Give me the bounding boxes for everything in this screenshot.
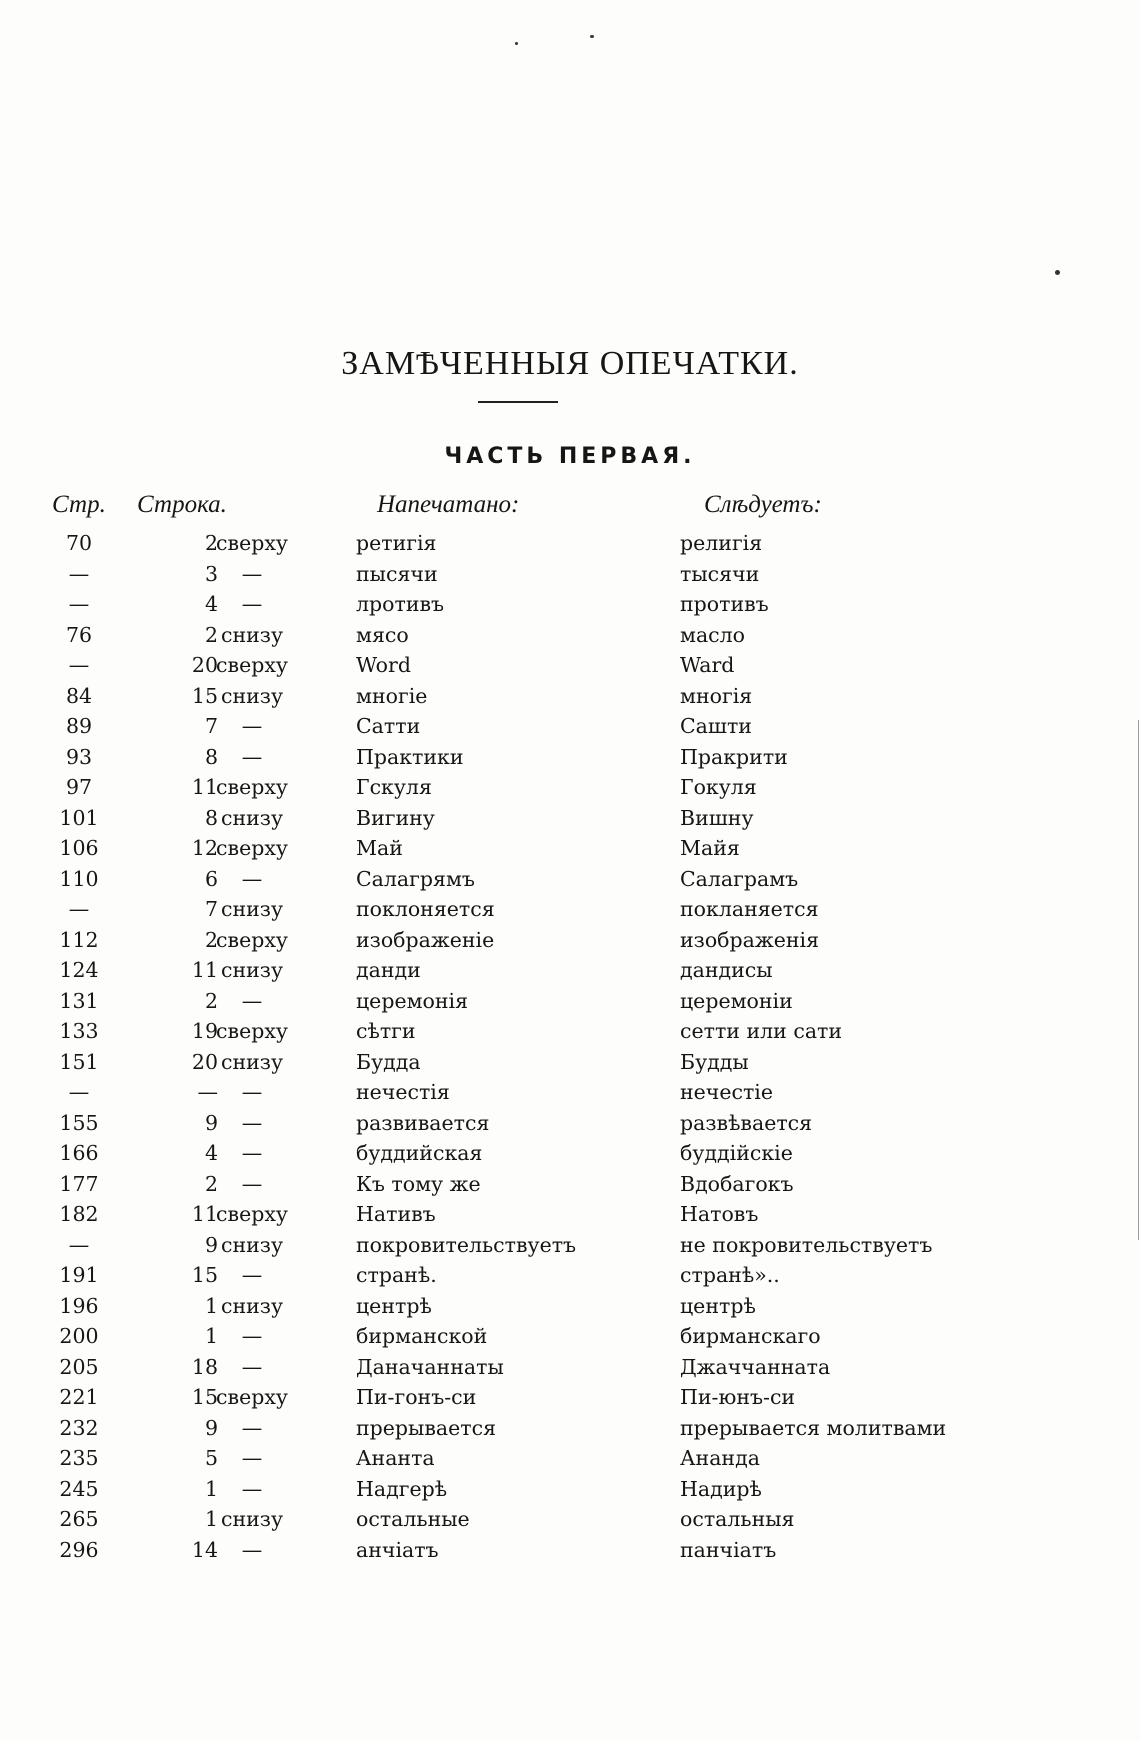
print-speck <box>590 35 594 38</box>
print-speck <box>515 42 518 45</box>
corrected-text-cell: Гокуля <box>680 775 757 799</box>
line-position-cell: — <box>241 1537 263 1562</box>
corrected-text-cell: Натовъ <box>680 1202 759 1226</box>
page-number-cell: 221 <box>59 1385 99 1409</box>
printed-text-cell: бирманской <box>356 1324 488 1348</box>
page-number-cell: 124 <box>59 958 99 982</box>
column-header-page: Стр. <box>52 491 106 518</box>
line-position-cell: — <box>241 1324 263 1348</box>
page-number-cell: 70 <box>65 531 93 555</box>
line-position-cell: сверху <box>216 836 288 860</box>
line-number-cell: 15 <box>191 1385 218 1409</box>
corrected-text-cell: противъ <box>680 592 769 616</box>
line-number-cell: 20 <box>191 653 218 677</box>
page-number-cell: 177 <box>59 1171 99 1196</box>
line-position-cell: — <box>241 1415 263 1440</box>
line-number-cell: 11 <box>191 958 218 982</box>
table-row <box>0 589 1140 620</box>
printed-text-cell: Будда <box>356 1049 421 1074</box>
line-position-cell: сверху <box>216 1202 288 1226</box>
corrected-text-cell: прерывается молитвами <box>680 1415 947 1440</box>
printed-text-cell: центрѣ <box>356 1293 432 1318</box>
table-row <box>0 742 1140 773</box>
page-number-cell: 101 <box>59 805 99 830</box>
corrected-text-cell: Вдобагокъ <box>680 1171 794 1196</box>
table-row <box>0 772 1140 803</box>
line-position-cell: снизу <box>220 805 284 830</box>
line-number-cell: 2 <box>204 927 218 952</box>
printed-text-cell: Надгерѣ <box>356 1476 448 1501</box>
corrected-text-cell: Надирѣ <box>680 1476 762 1501</box>
page-number-cell: — <box>68 561 90 586</box>
printed-text-cell: прерывается <box>356 1415 497 1440</box>
line-position-cell: — <box>241 866 263 891</box>
page-number-cell: — <box>68 897 90 921</box>
corrected-text-cell: Ward <box>680 653 735 677</box>
line-position-cell: снизу <box>220 1507 284 1531</box>
corrected-text-cell: Салаграмъ <box>680 866 799 891</box>
table-row <box>0 1169 1140 1200</box>
line-position-cell: — <box>241 1110 263 1135</box>
line-number-cell: 11 <box>191 1202 218 1226</box>
page-number-cell: 166 <box>59 1141 99 1165</box>
title-divider <box>478 401 558 403</box>
line-position-cell: — <box>241 1263 263 1287</box>
column-header-printed: Напечатано: <box>377 491 520 518</box>
page-number-cell: 296 <box>59 1537 99 1562</box>
printed-text-cell: Май <box>356 836 403 860</box>
printed-text-cell: покровительствуетъ <box>356 1232 577 1257</box>
corrected-text-cell: Пракрити <box>680 744 788 769</box>
printed-text-cell: Салагрямъ <box>356 866 475 891</box>
page-number-cell: 76 <box>65 622 93 647</box>
printed-text-cell: Ананта <box>356 1446 435 1470</box>
printed-text-cell: лротивъ <box>356 592 445 616</box>
corrected-text-cell: центрѣ <box>680 1293 756 1318</box>
page-number-cell: 89 <box>65 714 93 738</box>
section-heading: ЧАСТЬ ПЕРВАЯ. <box>444 444 696 469</box>
line-position-cell: — <box>241 1354 263 1379</box>
line-number-cell: 19 <box>191 1019 218 1043</box>
table-row <box>0 925 1140 956</box>
line-position-cell: — <box>241 1080 263 1104</box>
printed-text-cell: Вигину <box>356 805 435 830</box>
page-number-cell: 200 <box>59 1324 99 1348</box>
page-number-cell: 196 <box>59 1293 99 1318</box>
corrected-text-cell: не покровительствуетъ <box>680 1232 933 1257</box>
corrected-text-cell: масло <box>680 622 746 647</box>
table-row <box>0 955 1140 986</box>
errata-table-header <box>0 491 1140 523</box>
page-number-cell: 112 <box>59 927 99 952</box>
printed-text-cell: остальные <box>356 1507 470 1531</box>
printed-text-cell: анчіатъ <box>356 1537 439 1562</box>
line-number-cell: 1 <box>204 1324 218 1348</box>
line-number-cell: 15 <box>191 683 218 708</box>
printed-text-cell: данди <box>356 958 421 982</box>
table-row <box>0 1535 1140 1566</box>
page-number-cell: 191 <box>59 1263 99 1287</box>
line-number-cell: 4 <box>204 1141 218 1165</box>
column-header-line: Строка. <box>137 491 227 518</box>
printed-text-cell: сѣтги <box>356 1019 416 1043</box>
line-position-cell: — <box>241 1171 263 1196</box>
line-number-cell: 6 <box>204 866 218 891</box>
printed-text-cell: поклоняется <box>356 897 495 921</box>
printed-text-cell: Къ тому же <box>356 1171 481 1196</box>
line-number-cell: 18 <box>191 1354 218 1379</box>
line-position-cell: сверху <box>216 531 288 555</box>
table-row <box>0 1260 1140 1291</box>
corrected-text-cell: нечестіе <box>680 1080 773 1104</box>
page-number-cell: 235 <box>59 1446 99 1470</box>
printed-text-cell: Гскуля <box>356 775 432 799</box>
printed-text-cell: пысячи <box>356 561 438 586</box>
table-row <box>0 620 1140 651</box>
line-position-cell: — <box>241 1141 263 1165</box>
corrected-text-cell: Пи-юнъ-си <box>680 1385 796 1409</box>
line-number-cell: 11 <box>191 775 218 799</box>
corrected-text-cell: многія <box>680 683 753 708</box>
printed-text-cell: Практики <box>356 744 464 769</box>
page-number-cell: — <box>68 592 90 616</box>
line-number-cell: 9 <box>204 1110 218 1135</box>
page-number-cell: 84 <box>65 683 93 708</box>
corrected-text-cell: покланяется <box>680 897 819 921</box>
corrected-text-cell: панчіатъ <box>680 1537 777 1562</box>
line-position-cell: сверху <box>216 1385 288 1409</box>
line-position-cell: — <box>241 1446 263 1470</box>
page-number-cell: 131 <box>59 988 99 1013</box>
table-row <box>0 833 1140 864</box>
printed-text-cell: развивается <box>356 1110 490 1135</box>
page-number-cell: 155 <box>59 1110 99 1135</box>
line-position-cell: снизу <box>220 1049 284 1074</box>
table-row <box>0 1504 1140 1535</box>
table-row <box>0 894 1140 925</box>
table-row <box>0 986 1140 1017</box>
column-header-should-be: Слѣдуетъ: <box>704 491 822 518</box>
errata-table-body <box>0 528 1140 1565</box>
corrected-text-cell: Майя <box>680 836 740 860</box>
line-number-cell: 7 <box>204 897 218 921</box>
corrected-text-cell: тысячи <box>680 561 760 586</box>
page-number-cell: — <box>68 1232 90 1257</box>
table-row <box>0 681 1140 712</box>
page-number-cell: — <box>68 1080 90 1104</box>
line-number-cell: — <box>197 1080 218 1104</box>
line-number-cell: 9 <box>204 1232 218 1257</box>
page-number-cell: 205 <box>59 1354 99 1379</box>
line-number-cell: 8 <box>204 805 218 830</box>
line-position-cell: сверху <box>216 653 288 677</box>
table-row <box>0 1382 1140 1413</box>
table-row <box>0 1413 1140 1444</box>
line-number-cell: 9 <box>204 1415 218 1440</box>
printed-text-cell: многіе <box>356 683 428 708</box>
table-row <box>0 1230 1140 1261</box>
line-position-cell: сверху <box>216 775 288 799</box>
line-position-cell: — <box>241 714 263 738</box>
printed-text-cell: Сатти <box>356 714 421 738</box>
printed-text-cell: Пи-гонъ-си <box>356 1385 477 1409</box>
line-position-cell: снизу <box>220 1232 284 1257</box>
corrected-text-cell: сетти или сати <box>680 1019 843 1043</box>
corrected-text-cell: развѣвается <box>680 1110 813 1135</box>
page-number-cell: — <box>68 653 90 677</box>
page-title: ЗАМѢЧЕННЫЯ ОПЕЧАТКИ. <box>341 344 799 382</box>
corrected-text-cell: Вишну <box>680 805 754 830</box>
line-number-cell: 1 <box>204 1293 218 1318</box>
page-number-cell: 265 <box>59 1507 99 1531</box>
corrected-text-cell: буддійскіе <box>680 1141 793 1165</box>
line-position-cell: — <box>241 592 263 616</box>
table-row <box>0 1321 1140 1352</box>
line-position-cell: снизу <box>220 683 284 708</box>
corrected-text-cell: религія <box>680 531 763 555</box>
page-number-cell: 133 <box>59 1019 99 1043</box>
table-row <box>0 1291 1140 1322</box>
table-row <box>0 1474 1140 1505</box>
line-number-cell: 15 <box>191 1263 218 1287</box>
line-number-cell: 8 <box>204 744 218 769</box>
table-row <box>0 1047 1140 1078</box>
page-number-cell: 182 <box>59 1202 99 1226</box>
table-row <box>0 711 1140 742</box>
corrected-text-cell: дандисы <box>680 958 773 982</box>
line-position-cell: снизу <box>220 897 284 921</box>
table-row <box>0 1443 1140 1474</box>
line-number-cell: 2 <box>204 531 218 555</box>
page-number-cell: 106 <box>59 836 99 860</box>
page-number-cell: 151 <box>59 1049 99 1074</box>
printed-text-cell: нечестія <box>356 1080 450 1104</box>
line-number-cell: 1 <box>204 1507 218 1531</box>
corrected-text-cell: Джаччанната <box>680 1354 831 1379</box>
corrected-text-cell: изображенія <box>680 927 820 952</box>
corrected-text-cell: Сашти <box>680 714 752 738</box>
line-position-cell: снизу <box>220 958 284 982</box>
corrected-text-cell: остальныя <box>680 1507 795 1531</box>
corrected-text-cell: церемоніи <box>680 988 793 1013</box>
table-row <box>0 650 1140 681</box>
table-row <box>0 1016 1140 1047</box>
corrected-text-cell: Будды <box>680 1049 749 1074</box>
print-speck <box>1055 270 1060 275</box>
line-number-cell: 12 <box>191 836 218 860</box>
page-number-cell: 110 <box>59 866 99 891</box>
line-number-cell: 14 <box>191 1537 218 1562</box>
line-number-cell: 7 <box>204 714 218 738</box>
table-row <box>0 1077 1140 1108</box>
line-number-cell: 3 <box>204 561 218 586</box>
line-number-cell: 2 <box>204 988 218 1013</box>
line-position-cell: сверху <box>216 1019 288 1043</box>
line-position-cell: снизу <box>220 1293 284 1318</box>
page-number-cell: 93 <box>65 744 93 769</box>
table-row <box>0 803 1140 834</box>
printed-text-cell: изображеніе <box>356 927 495 952</box>
line-position-cell: сверху <box>216 927 288 952</box>
line-number-cell: 1 <box>204 1476 218 1501</box>
line-position-cell: — <box>241 1476 263 1501</box>
page-number-cell: 232 <box>59 1415 99 1440</box>
table-row <box>0 1199 1140 1230</box>
printed-text-cell: буддийская <box>356 1141 483 1165</box>
line-number-cell: 2 <box>204 1171 218 1196</box>
line-position-cell: — <box>241 561 263 586</box>
page-number-cell: 245 <box>59 1476 99 1501</box>
line-position-cell: снизу <box>220 622 284 647</box>
printed-text-cell: странѣ. <box>356 1263 437 1287</box>
printed-text-cell: церемонія <box>356 988 469 1013</box>
printed-text-cell: ретигія <box>356 531 437 555</box>
line-number-cell: 2 <box>204 622 218 647</box>
table-row <box>0 559 1140 590</box>
corrected-text-cell: бирманскаго <box>680 1324 821 1348</box>
table-row <box>0 1108 1140 1139</box>
page-number-cell: 97 <box>65 775 93 799</box>
line-position-cell: — <box>241 988 263 1013</box>
printed-text-cell: мясо <box>356 622 409 647</box>
table-row <box>0 528 1140 559</box>
table-row <box>0 1352 1140 1383</box>
printed-text-cell: Даначаннаты <box>356 1354 504 1379</box>
printed-text-cell: Word <box>356 653 411 677</box>
line-number-cell: 4 <box>204 592 218 616</box>
corrected-text-cell: странѣ».. <box>680 1263 780 1287</box>
printed-text-cell: Нативъ <box>356 1202 436 1226</box>
line-number-cell: 20 <box>191 1049 218 1074</box>
table-row <box>0 1138 1140 1169</box>
line-position-cell: — <box>241 744 263 769</box>
table-row <box>0 864 1140 895</box>
line-number-cell: 5 <box>204 1446 218 1470</box>
corrected-text-cell: Ананда <box>680 1446 760 1470</box>
